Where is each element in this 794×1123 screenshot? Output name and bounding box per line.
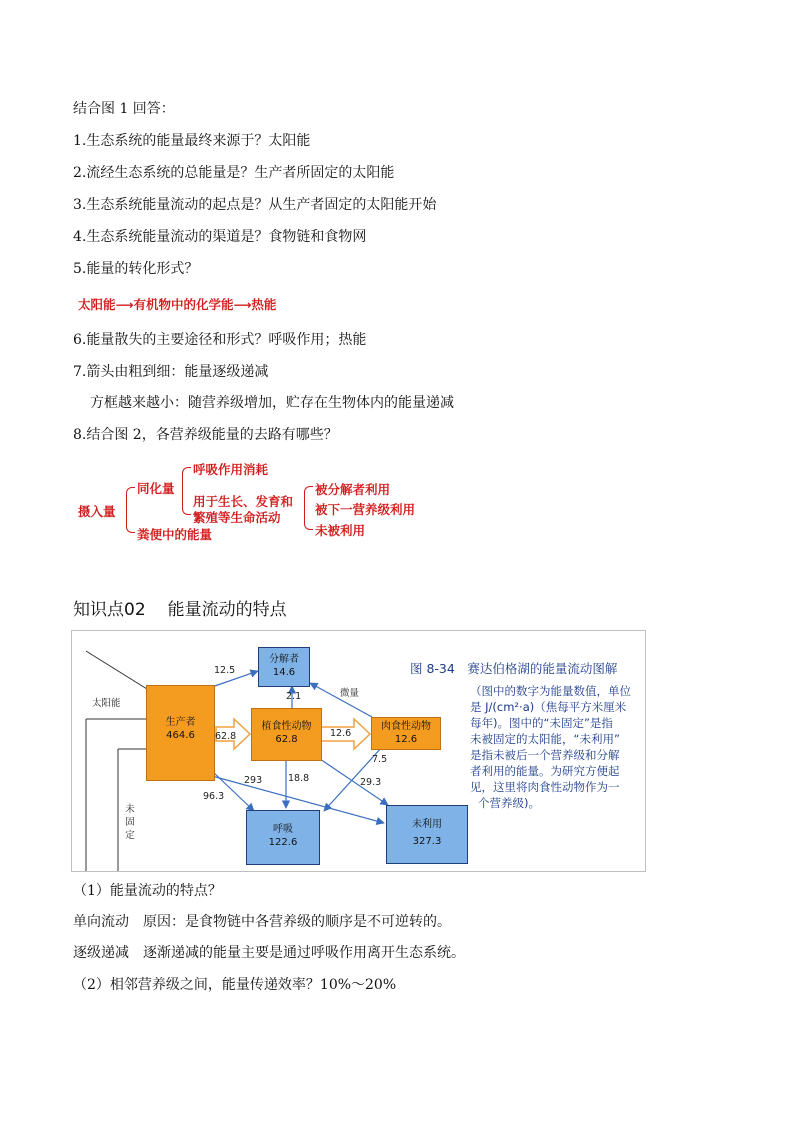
- intro-text: 结合图 1 回答：: [73, 101, 175, 117]
- energy-conversion: [78, 295, 276, 313]
- question-3: 3.生态系统能量流动的起点是？从生产者固定的太阳能开始: [73, 197, 437, 213]
- brace-2: [182, 467, 191, 515]
- flow-label: 62.8: [215, 731, 237, 742]
- tree-assimilation: 同化量: [137, 481, 175, 496]
- question-7: 7.箭头由粗到细：能量逐级递减: [73, 364, 269, 380]
- answer-decreasing: 逐级递减 逐渐递减的能量主要是通过呼吸作用离开生态系统。: [73, 945, 465, 961]
- flow-label: 29.3: [360, 777, 382, 788]
- flow-label: 96.3: [203, 791, 225, 802]
- flow-label: 18.8: [288, 773, 310, 784]
- label-sun: 太阳能: [92, 698, 121, 709]
- question-5: 5.能量的转化形式？: [73, 261, 199, 277]
- section-title: 能量流动的特点: [167, 600, 287, 620]
- figure-caption-body: （图中的数字为能量数值，单位 是 J/(cm²·a)（焦每平方米厘米 每年)。图中的“未固定”是指 未被固定的太阳能，“未利用” 是指未被后一个营养级和分解 者利用的能量。为研究方便起 见，这里将肉食性动物作为一 个营养级)。: [470, 684, 631, 810]
- flow-label: 293: [244, 775, 263, 786]
- arrow-icon: ⟶: [115, 297, 134, 312]
- question-feature: （1）能量流动的特点？: [73, 883, 222, 899]
- section-number: 知识点02: [73, 600, 146, 620]
- flow-label: 7.5: [372, 754, 388, 765]
- tree-unused: 未被利用: [315, 523, 366, 538]
- conversion-heat: 热能: [251, 297, 277, 312]
- question-8: 8.结合图 2，各营养级能量的去路有哪些？: [73, 427, 338, 443]
- tree-feces: 粪便中的能量: [137, 527, 213, 542]
- tree-decomposer: 被分解者利用: [315, 482, 391, 497]
- flow-label: 12.5: [214, 665, 236, 676]
- tree-next-level: 被下一营养级利用: [315, 502, 416, 517]
- carnivore-box: 肉食性动物 12.6: [371, 717, 441, 750]
- conversion-chemical: 有机物中的化学能: [133, 297, 234, 312]
- question-6: 6.能量散失的主要途径和形式？呼吸作用；热能: [73, 332, 367, 348]
- question-1: 1.生态系统的能量最终来源于？太阳能: [73, 133, 311, 149]
- flow-label: 微量: [340, 688, 360, 699]
- decomposer-box: 分解者 14.6: [258, 647, 310, 687]
- arrow-icon: ⟶: [233, 297, 252, 312]
- question-4: 4.生态系统能量流动的渠道是？食物链和食物网: [73, 229, 367, 245]
- tree-respiration: 呼吸作用消耗: [193, 462, 269, 477]
- brace-3: [304, 486, 313, 530]
- section-heading: [73, 595, 287, 620]
- energy-flow-figure: [71, 630, 646, 872]
- respiration-box: 呼吸 122.6: [246, 810, 320, 865]
- flow-label: 12.6: [330, 728, 352, 739]
- producer-box: 生产者 464.6: [146, 685, 215, 781]
- question-efficiency: （2）相邻营养级之间，能量传递效率？10%～20%: [73, 977, 397, 993]
- tree-intake: 摄入量: [78, 504, 116, 519]
- tree-growth-1: 用于生长、发育和: [193, 494, 294, 509]
- question-7-b: 方框越来越小：随营养级增加，贮存在生物体内的能量递减: [90, 395, 454, 411]
- question-2: 2.流经生态系统的总能量是？生产者所固定的太阳能: [73, 165, 395, 181]
- flow-label: 2.1: [286, 691, 302, 702]
- tree-growth-2: 繁殖等生命活动: [193, 510, 281, 525]
- unused-box: 未利用 327.3: [386, 805, 468, 864]
- label-unfixed: 未 固 定: [125, 804, 135, 841]
- conversion-sun: 太阳能: [78, 297, 116, 312]
- figure-caption-title: 图 8-34 赛达伯格湖的能量流动图解: [410, 661, 618, 676]
- herbivore-box: 植食性动物 62.8: [251, 708, 322, 761]
- answer-one-way: 单向流动 原因：是食物链中各营养级的顺序是不可逆转的。: [73, 914, 451, 930]
- brace-1: [126, 487, 135, 533]
